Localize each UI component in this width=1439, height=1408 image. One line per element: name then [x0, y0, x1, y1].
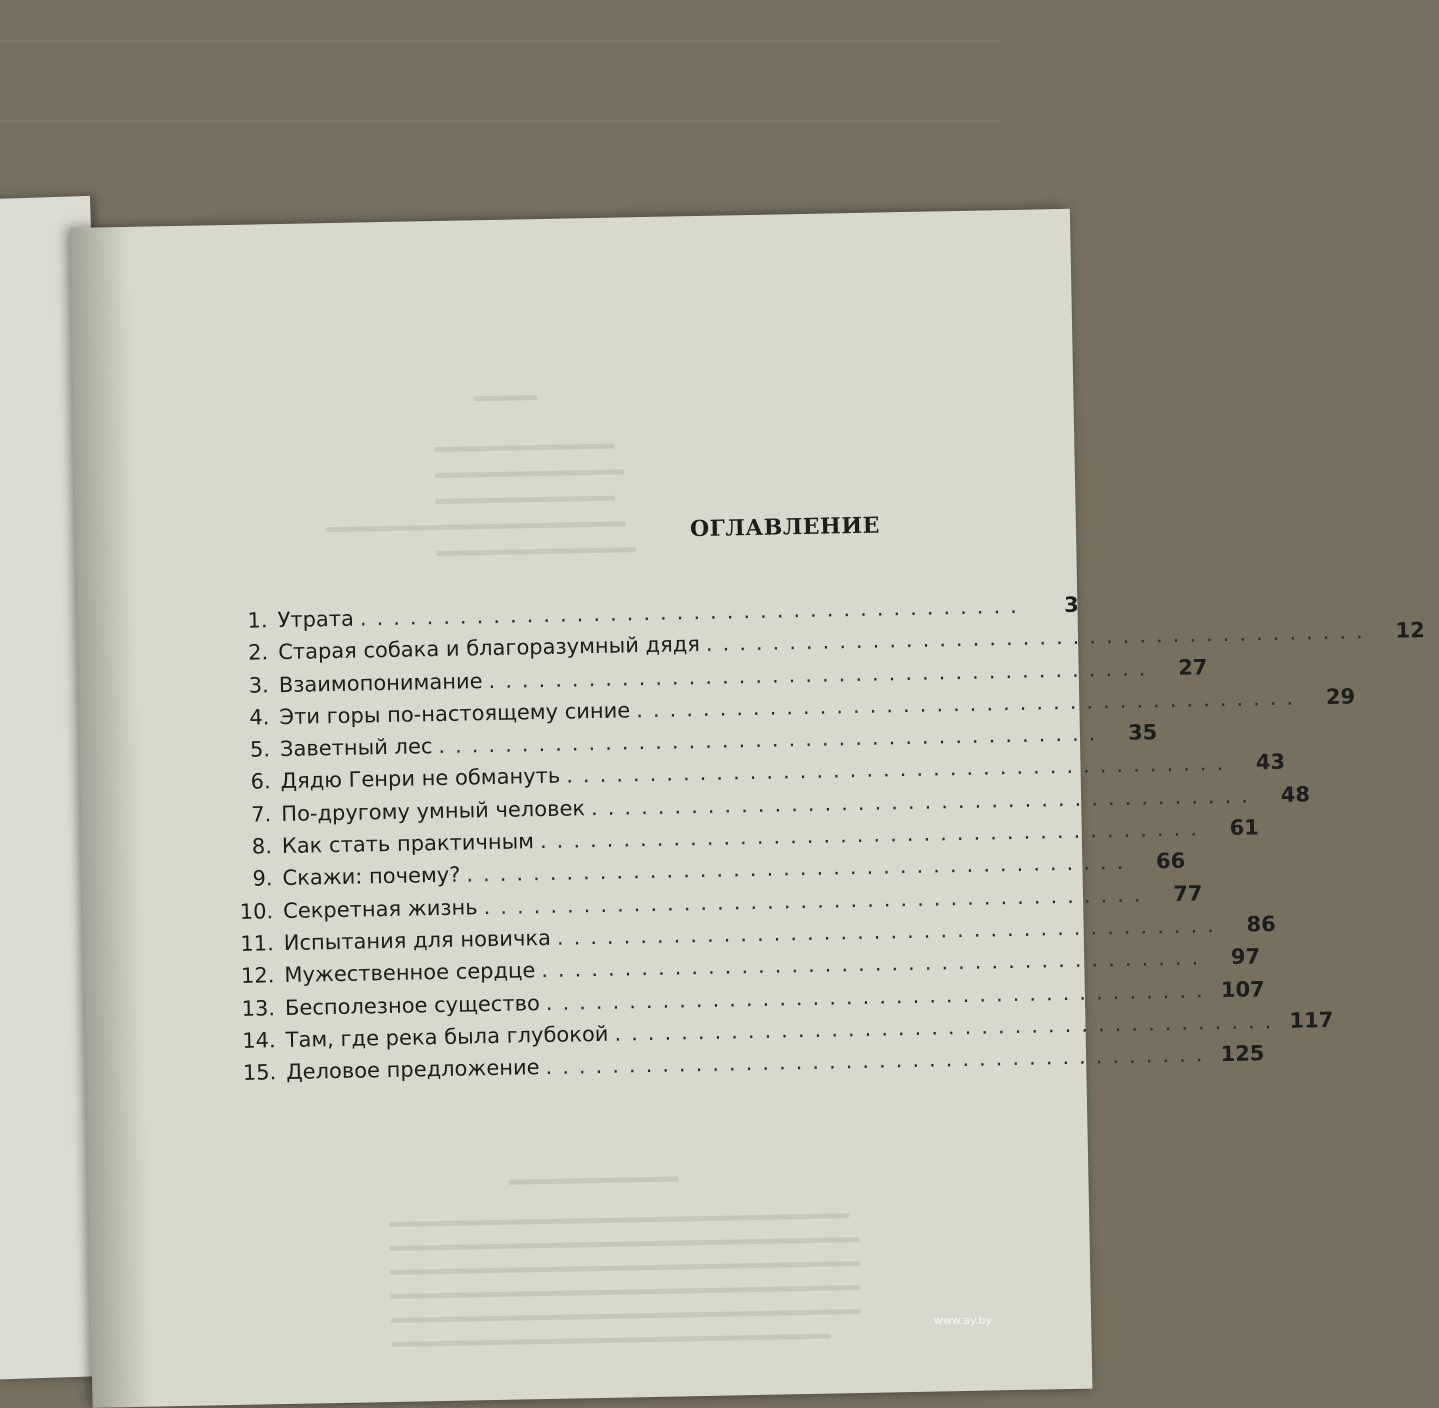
bleed-line [508, 1176, 678, 1184]
bleed-line [390, 1261, 860, 1275]
toc-dot-leader: ........................................ [541, 945, 1209, 983]
toc-entry-number: 10. [239, 898, 274, 924]
toc-entry-page: 97 [1230, 944, 1261, 970]
toc-dot-leader: ........................................ [539, 816, 1208, 854]
table-of-contents [206, 512, 1425, 1093]
toc-entry-number: 6. [250, 769, 271, 795]
bleed-line [391, 1334, 831, 1347]
toc-dot-leader: ........................................ [545, 1042, 1213, 1080]
toc-entry-title: Как стать практичным [281, 829, 535, 859]
toc-entry-page: 27 [1177, 654, 1208, 680]
toc-entry-number: 9. [252, 866, 273, 891]
toc-entry-number: 14. [241, 1028, 276, 1053]
toc-entry-number: 2. [247, 640, 269, 665]
toc-entry-page: 3 [1063, 592, 1080, 617]
toc-entry-title: Скажи: почему? [282, 863, 461, 891]
bleed-line [435, 469, 625, 478]
toc-entry-title: Эти горы по-настоящему синие [279, 698, 631, 729]
toc-dot-leader: ........................................ [556, 912, 1225, 950]
toc-entry-title: Заветный лес [279, 734, 433, 762]
toc-dot-leader: ........................................ [590, 783, 1259, 820]
toc-entry-title: Там, где река была глубокой [285, 1021, 609, 1052]
toc-entry-page: 29 [1325, 684, 1356, 709]
wood-grain [0, 40, 1000, 42]
toc-entry-page: 12 [1395, 618, 1425, 643]
toc-entry-title: Дядю Генри не обмануть [280, 764, 561, 794]
toc-dot-leader: ........................................ [488, 655, 1156, 693]
toc-entry-number: 13. [241, 995, 276, 1021]
toc-entry-page: 48 [1280, 782, 1311, 807]
toc-entry-number: 12. [240, 963, 275, 989]
toc-entry-title: Мужественное сердце [284, 958, 536, 988]
bleed-line [473, 395, 537, 401]
toc-dot-leader: ........................................ [466, 850, 1134, 887]
toc-dot-leader: ........................................ [359, 593, 1028, 631]
book-page [70, 209, 1425, 1408]
toc-entry-title: Бесполезное существо [284, 990, 541, 1020]
toc-entry-page: 107 [1220, 976, 1265, 1002]
toc-entry-title: Секретная жизнь [282, 894, 478, 923]
wood-grain [0, 120, 1000, 122]
toc-entry-page: 117 [1289, 1007, 1334, 1033]
bleed-line [434, 444, 614, 452]
toc-list [207, 592, 1425, 1093]
toc-entry-number: 11. [240, 931, 274, 956]
toc-entry-number: 3. [248, 672, 270, 698]
bleed-line [391, 1285, 861, 1299]
toc-entry-page: 77 [1173, 881, 1203, 906]
toc-entry-number: 7. [251, 802, 272, 827]
toc-entry-title: Старая собака и благоразумный дядя [277, 632, 701, 665]
bleed-line [390, 1237, 860, 1251]
toc-entry-number: 8. [251, 834, 273, 859]
toc-dot-leader: ........................................ [545, 977, 1213, 1015]
toc-dot-leader: ........................................ [438, 721, 1106, 759]
toc-entry-page: 61 [1229, 815, 1260, 840]
toc-entry-page: 35 [1127, 720, 1158, 745]
toc-entry-page: 43 [1255, 750, 1286, 775]
toc-entry-number: 15. [242, 1060, 277, 1085]
toc-entry-number: 1. [247, 608, 268, 633]
toc-dot-leader: ........................................ [635, 685, 1304, 723]
toc-dot-leader: ........................................ [566, 751, 1234, 789]
bleed-line [389, 1213, 849, 1227]
toc-dot-leader: ........................................ [483, 882, 1151, 919]
toc-entry-number: 4. [249, 705, 270, 730]
toc-dot-leader: ........................................ [614, 1008, 1282, 1046]
bleed-line [391, 1309, 861, 1323]
toc-entry-title: Испытания для новичка [283, 925, 552, 955]
toc-entry-title: Деловое предложение [286, 1055, 540, 1085]
toc-title: ОГЛАВЛЕНИЕ [689, 512, 881, 543]
toc-entry-page: 86 [1246, 911, 1277, 937]
toc-entry-title: По-другому умный человек [281, 796, 586, 826]
toc-entry-page: 125 [1220, 1041, 1265, 1067]
bleed-line [435, 496, 615, 504]
toc-entry-title: Взаимопонимание [278, 668, 483, 697]
toc-dot-leader: ........................................ [705, 619, 1373, 657]
toc-entry-title: Утрата [277, 606, 355, 633]
toc-entry-number: 5. [249, 737, 271, 762]
toc-entry-page: 66 [1155, 849, 1186, 874]
watermark: www.ay.by [933, 1314, 992, 1327]
